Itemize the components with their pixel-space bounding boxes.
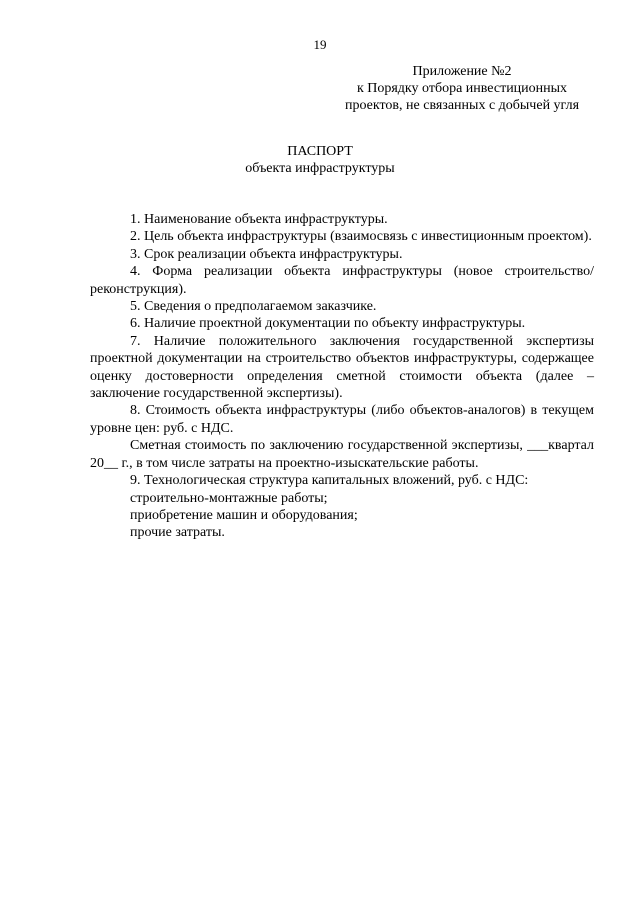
document-title: [0, 143, 640, 177]
paragraph-2: 2. Цель объекта инфраструктуры (взаимосвязь с инвестиционным проектом).: [130, 229, 592, 245]
paragraph-7: 7. Наличие положительного заключения государственной экспертизы проектной документации на строительство объектов инфраструктуры, содержащее оценку достоверности определения сметной стоимости объекта (далее – заключение государственной экспертизы).: [90, 333, 594, 402]
paragraph-13: прочие затраты.: [130, 525, 225, 541]
paragraph-5: 5. Сведения о предполагаемом заказчике.: [130, 299, 377, 315]
appendix-line-3: проектов, не связанных с добычей угля: [344, 98, 580, 113]
paragraph-10: 9. Технологическая структура капитальных вложений, руб. с НДС:: [130, 473, 529, 489]
paragraph-11: строительно-монтажные работы;: [130, 490, 328, 506]
page-number: 19: [313, 37, 327, 52]
document-body: [90, 211, 594, 542]
paragraph-1: 1. Наименование объекта инфраструктуры.: [130, 212, 388, 227]
paragraph-8: 8. Стоимость объекта инфраструктуры (либо объектов-аналогов) в текущем уровне цен: руб. с НДС.: [90, 403, 594, 436]
appendix-line-1: Приложение №2: [412, 64, 512, 79]
appendix-line-2: к Порядку отбора инвестиционных: [356, 81, 568, 96]
paragraph-4: 4. Форма реализации объекта инфраструктуры (новое строительство/реконструкция).: [90, 264, 594, 297]
title-line-2: объекта инфраструктуры: [245, 161, 395, 176]
appendix-header: [330, 63, 594, 114]
paragraph-6: 6. Наличие проектной документации по объекту инфраструктуры.: [130, 316, 526, 332]
paragraph-12: приобретение машин и оборудования;: [130, 507, 358, 523]
title-line-1: ПАСПОРТ: [287, 144, 353, 159]
paragraph-9: Сметная стоимость по заключению государственной экспертизы, ___квартал 20__ г., в том числе затраты на проектно-изыскательские работы.: [90, 438, 594, 471]
paragraph-3: 3. Срок реализации объекта инфраструктуры.: [130, 246, 403, 262]
